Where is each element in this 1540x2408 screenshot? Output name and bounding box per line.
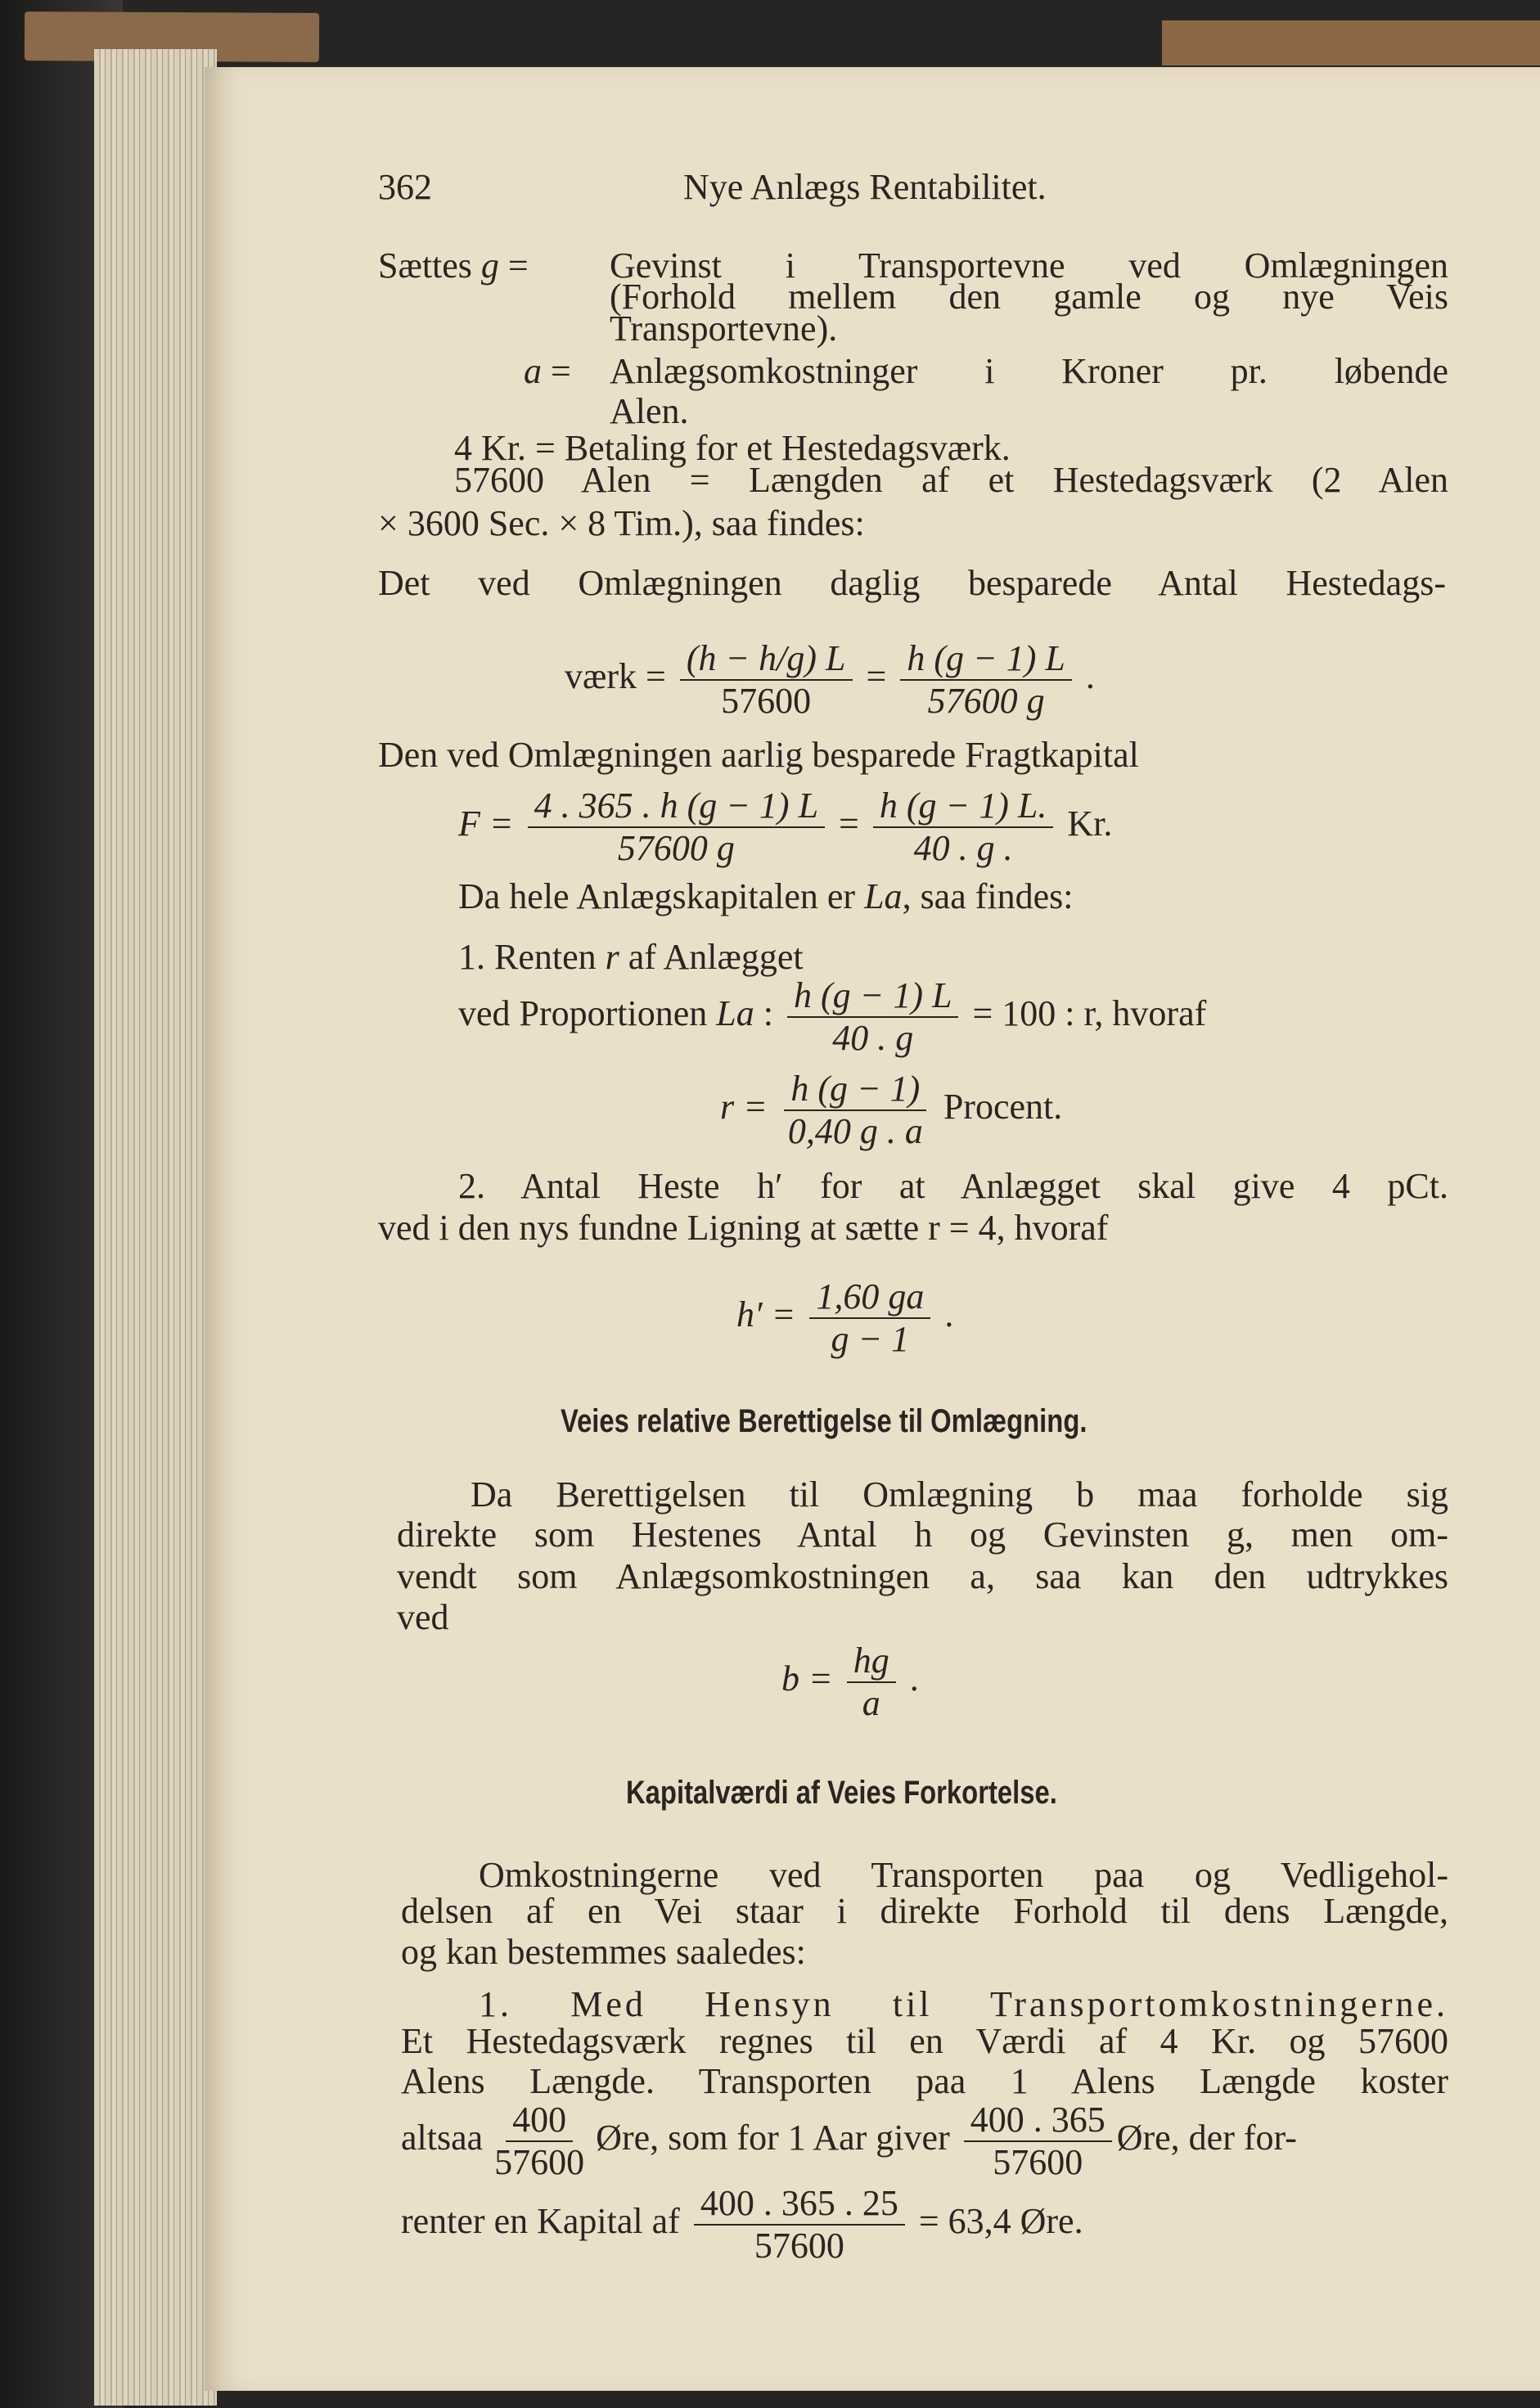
text: Procent. [943, 1087, 1063, 1127]
text-line: 57600 Alen = Længden af et Hestedagsværk (2 Alen [454, 460, 1448, 500]
text: = 100 : r, hvoraf [972, 993, 1207, 1034]
text: = 63,4 Øre. [918, 2201, 1083, 2242]
denominator: 57600 [494, 2142, 585, 2182]
text-line: Alens Længde. Transporten paa 1 Alens Længde koster [401, 2061, 1448, 2101]
text: = [866, 656, 887, 697]
text-line: Alen. [610, 391, 689, 431]
text-line [458, 875, 1074, 918]
var: La [864, 876, 903, 916]
text: Øre, der for- [1116, 2118, 1297, 2158]
text-line: 4 Kr. = Betaling for et Hestedagsværk. [454, 428, 1011, 468]
text: . [944, 1294, 954, 1335]
denominator: 57600 [993, 2142, 1083, 2182]
fraction [809, 1276, 930, 1360]
running-head: Nye Anlægs Rentabilitet. [683, 167, 1047, 207]
text: , saa findes: [902, 876, 1074, 916]
denominator: 57600 g [927, 681, 1045, 721]
numerator: h (g − 1) L. [873, 785, 1053, 828]
numerator: 400 . 365 . 25 [694, 2183, 905, 2226]
denominator: a [862, 1683, 880, 1723]
formula-yearly [458, 785, 1112, 869]
text-line: Den ved Omlægningen aarlig besparede Fragtkapital [378, 735, 1139, 775]
numerator: 400 [506, 2100, 573, 2142]
fraction [787, 975, 958, 1059]
var: La [716, 993, 754, 1034]
text: = [839, 803, 859, 844]
formula-h [736, 1276, 953, 1360]
text-line: vendt som Anlægsomkostningen a, saa kan den udtrykkes [397, 1556, 1448, 1596]
text-line: Omkostningerne ved Transporten paa og Vedligehol- [479, 1855, 1448, 1895]
text: b = [781, 1659, 833, 1699]
denominator: 40 . g . [913, 828, 1013, 868]
definition-g [378, 245, 529, 287]
fraction [847, 1641, 896, 1724]
text: værk = [565, 656, 666, 697]
numerator: h (g − 1) L [900, 638, 1071, 681]
fraction [694, 2183, 905, 2266]
text-line: (Forhold mellem den gamle og nye Veis [610, 277, 1448, 317]
text: af Anlægget [619, 937, 804, 977]
numerator: (h − h/g) L [680, 638, 853, 681]
text-line: Transportevne). [610, 308, 838, 349]
section-heading: Kapitalværdi af Veies Forkortelse. [626, 1775, 1057, 1811]
var: r [605, 937, 619, 977]
fraction [528, 785, 825, 869]
formula-daily [565, 638, 1095, 722]
text: Kr. [1067, 803, 1113, 844]
text-line: 1. Med Hensyn til Transportomkostningerne. [479, 1984, 1448, 2024]
text-line: Da Berettigelsen til Omlægning b maa forholde sig [471, 1474, 1448, 1515]
cover-corner [1162, 20, 1540, 65]
numerator: 4 . 365 . h (g − 1) L [528, 785, 825, 828]
definition-a [524, 350, 571, 393]
page-number: 362 [378, 167, 432, 207]
denominator: 40 . g [832, 1018, 914, 1058]
text: Sættes [378, 245, 472, 286]
text: Da hele Anlægskapitalen er [458, 876, 865, 916]
text: . [909, 1659, 919, 1699]
denominator: 0,40 g . a [787, 1111, 923, 1151]
fraction [873, 785, 1053, 869]
text-line: ved i den nys fundne Ligning at sætte r = 4, hvoraf [378, 1208, 1109, 1248]
numerator: hg [847, 1641, 896, 1683]
denominator: 57600 g [617, 828, 735, 868]
text-line-fractions [401, 2183, 1083, 2266]
numerator: h (g − 1) L [787, 975, 958, 1018]
formula-proportion [458, 975, 1206, 1059]
fraction [680, 638, 853, 722]
text: . [1085, 656, 1095, 697]
denominator: 57600 [754, 2226, 844, 2266]
text: renter en Kapital af [401, 2201, 680, 2242]
var: g [480, 245, 499, 286]
text-line: Et Hestedagsværk regnes til en Værdi af 4 Kr. og 57600 [401, 2021, 1448, 2061]
text-line: × 3600 Sec. × 8 Tim.), saa findes: [378, 503, 865, 543]
text: Øre, som for 1 Aar giver [596, 2118, 950, 2158]
numerator: 400 . 365 [964, 2100, 1112, 2142]
text: altsaa [401, 2118, 484, 2158]
denominator: 57600 [721, 681, 812, 721]
text: 1. Renten [458, 937, 606, 977]
text-line: og kan bestemmes saaledes: [401, 1932, 806, 1972]
section-heading: Veies relative Berettigelse til Omlægning. [561, 1403, 1087, 1439]
text-line-fractions [401, 2100, 1297, 2183]
formula-r [720, 1069, 1062, 1152]
text: = [551, 351, 571, 391]
fraction [900, 638, 1071, 722]
denominator: g − 1 [831, 1319, 910, 1359]
text: : [754, 993, 774, 1034]
text-line: Gevinst i Transportevne ved Omlægningen [610, 245, 1448, 286]
text: h′ = [736, 1294, 796, 1335]
text-line: delsen af en Vei staar i direkte Forhold til dens Længde, [401, 1891, 1448, 1931]
page-edges [94, 49, 217, 2406]
formula-b [781, 1641, 919, 1724]
text: = [507, 245, 529, 286]
text: ved Proportionen [458, 993, 717, 1034]
fraction [781, 1069, 930, 1152]
text: F = [458, 803, 514, 844]
fraction [964, 2100, 1112, 2183]
numerator: 1,60 ga [809, 1276, 930, 1319]
text-line [458, 936, 804, 979]
text-line: ved [397, 1597, 449, 1637]
text-line: Det ved Omlægningen daglig besparede Antal Hestedags- [378, 563, 1446, 603]
text-line: 2. Antal Heste h′ for at Anlægget skal give 4 pCt. [458, 1166, 1448, 1206]
numerator: h (g − 1) [784, 1069, 926, 1111]
text: r = [720, 1087, 768, 1127]
text-line: direkte som Hestenes Antal h og Gevinsten g, men om- [397, 1515, 1448, 1555]
fraction [488, 2100, 591, 2183]
text-line: Anlægsomkostninger i Kroner pr. løbende [610, 351, 1448, 391]
var: a [524, 351, 542, 391]
